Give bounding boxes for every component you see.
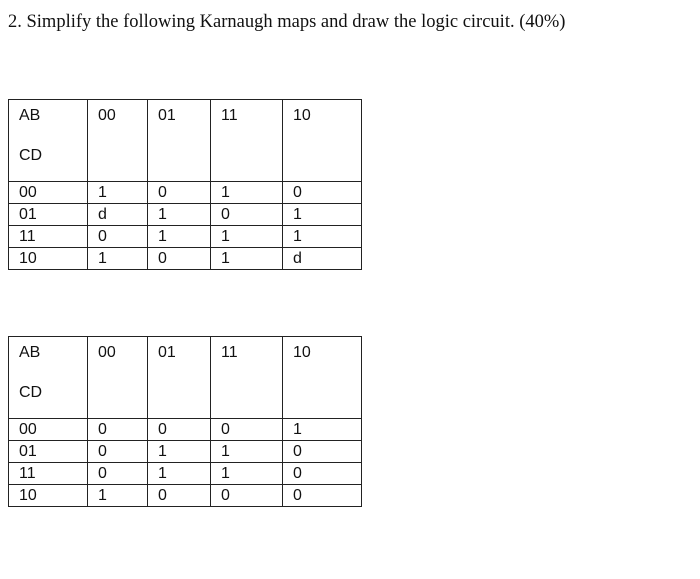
column-header: 00 [88, 337, 148, 419]
kmap-header-row [9, 100, 362, 182]
kmap-corner-cell [9, 337, 88, 419]
column-header: 10 [283, 100, 362, 182]
column-header: 11 [211, 100, 283, 182]
row-header: 11 [9, 463, 88, 485]
kmap-cell: 0 [211, 204, 283, 226]
ab-label: AB [19, 107, 41, 124]
kmap-cell: 0 [148, 248, 211, 270]
row-header: 00 [9, 419, 88, 441]
kmap-cell: 1 [148, 441, 211, 463]
kmap-row [9, 441, 362, 463]
kmap-cell: 1 [148, 463, 211, 485]
kmap-row [9, 419, 362, 441]
row-header: 01 [9, 204, 88, 226]
kmap-cell: 1 [88, 248, 148, 270]
kmap-cell: 1 [283, 226, 362, 248]
kmap-header-row [9, 337, 362, 419]
question-text: 2. Simplify the following Karnaugh maps and draw the logic circuit. (40%) [8, 12, 566, 32]
column-header: 10 [283, 337, 362, 419]
ab-label: AB [19, 344, 41, 361]
kmap-row [9, 182, 362, 204]
kmap-cell: 0 [211, 419, 283, 441]
kmap-cell: 0 [283, 441, 362, 463]
kmap-cell: 1 [88, 182, 148, 204]
kmap-cell: 0 [88, 463, 148, 485]
column-header: 01 [148, 337, 211, 419]
kmap-cell: 0 [283, 182, 362, 204]
cd-label: CD [19, 147, 43, 164]
kmap-cell: 0 [88, 226, 148, 248]
kmap-cell: d [88, 204, 148, 226]
kmap-cell: 1 [211, 248, 283, 270]
kmap-cell: 0 [88, 419, 148, 441]
row-header: 00 [9, 182, 88, 204]
kmap-cell: d [283, 248, 362, 270]
kmap-cell: 0 [148, 485, 211, 507]
row-header: 11 [9, 226, 88, 248]
karnaugh-map-2 [8, 336, 362, 507]
kmap-cell: 0 [148, 182, 211, 204]
kmap-row [9, 248, 362, 270]
kmap-row [9, 463, 362, 485]
kmap-cell: 0 [283, 485, 362, 507]
kmap-cell: 0 [88, 441, 148, 463]
kmap-cell: 1 [211, 441, 283, 463]
kmap-cell: 1 [211, 463, 283, 485]
cd-label: CD [19, 384, 43, 401]
kmap-row [9, 204, 362, 226]
kmap-cell: 0 [283, 463, 362, 485]
kmap-cell: 1 [283, 204, 362, 226]
row-header: 01 [9, 441, 88, 463]
kmap-cell: 1 [148, 204, 211, 226]
kmap-row [9, 226, 362, 248]
column-header: 11 [211, 337, 283, 419]
kmap-cell: 0 [211, 485, 283, 507]
kmap-row [9, 485, 362, 507]
kmap-cell: 1 [283, 419, 362, 441]
column-header: 00 [88, 100, 148, 182]
kmap-cell: 1 [88, 485, 148, 507]
kmap-cell: 0 [148, 419, 211, 441]
kmap-cell: 1 [211, 182, 283, 204]
kmap-corner-cell [9, 100, 88, 182]
kmap-cell: 1 [211, 226, 283, 248]
column-header: 01 [148, 100, 211, 182]
karnaugh-map-1 [8, 99, 362, 270]
row-header: 10 [9, 485, 88, 507]
kmap-cell: 1 [148, 226, 211, 248]
row-header: 10 [9, 248, 88, 270]
